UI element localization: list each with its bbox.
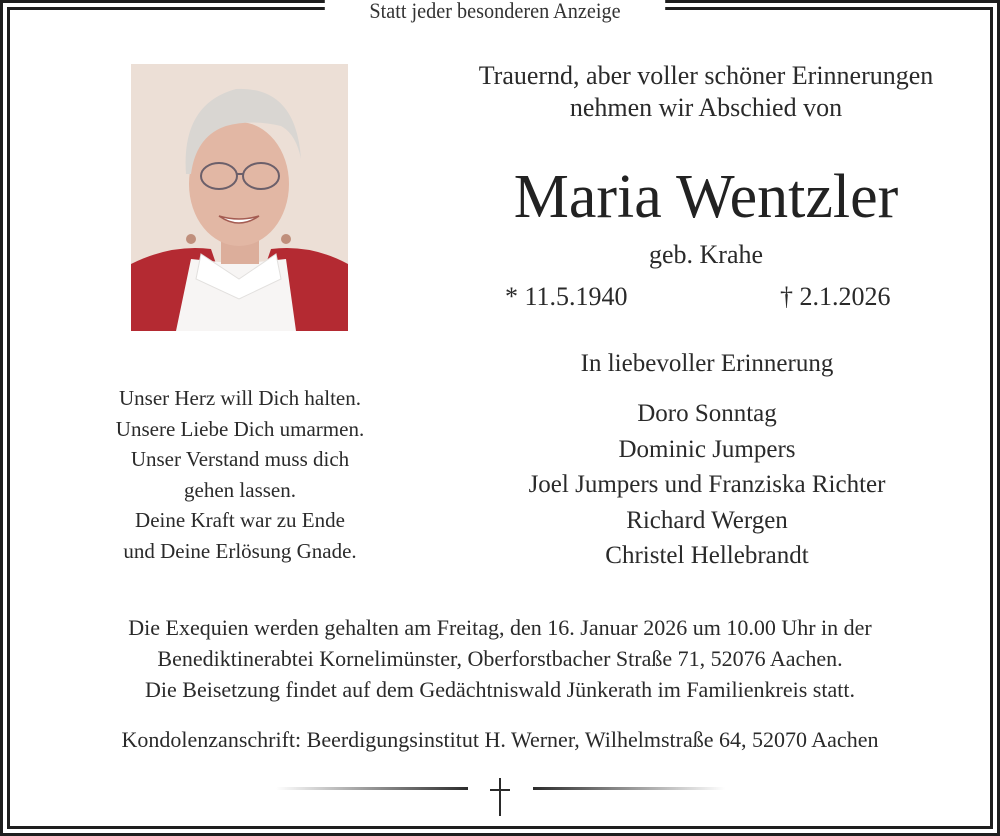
poem-line: Unsere Liebe Dich umarmen. <box>115 416 365 441</box>
mourner: Richard Wergen <box>626 506 788 534</box>
mourner: Joel Jumpers und Franziska Richter <box>528 471 886 498</box>
condolence-address: Kondolenzanschrift: Beerdigungsinstitut H. Werner, Wilhelmstraße 64, 52070 Aachen <box>121 727 879 752</box>
deceased-name: Maria Wentzler <box>513 163 899 231</box>
intro-text <box>430 60 982 124</box>
ornament-rule-right <box>533 787 725 790</box>
poem-line: und Deine Erlösung Gnade. <box>123 538 357 563</box>
funeral-line: Die Exequien werden gehalten am Freitag, den 16. Januar 2026 um 10.00 Uhr in der <box>128 615 872 640</box>
poem-line: gehen lassen. <box>184 477 296 502</box>
maiden-name: geb. Krahe <box>648 240 764 269</box>
memory-heading: In liebevoller Erinnerung <box>580 350 834 377</box>
portrait-illustration <box>131 64 348 331</box>
mourner: Christel Hellebrandt <box>605 542 809 569</box>
death-date-value: 2.1.2026 <box>799 282 891 311</box>
mourner: Doro Sonntag <box>637 400 777 427</box>
intro-line-2: nehmen wir Abschied von <box>569 93 843 122</box>
funeral-line: Die Beisetzung findet auf dem Gedächtniswald Jünkerath im Familienkreis statt. <box>145 677 855 702</box>
poem-line: Deine Kraft war zu Ende <box>135 508 345 532</box>
birth-date <box>505 280 628 314</box>
poem-line: Unser Herz will Dich halten. <box>118 386 361 410</box>
header-label: Statt jeder besonderen Anzeige <box>325 0 665 27</box>
birth-date-value: 11.5.1940 <box>524 282 628 311</box>
portrait-photo <box>131 64 348 331</box>
death-date <box>780 280 891 314</box>
funeral-details <box>20 612 980 705</box>
poem <box>60 383 420 566</box>
birth-star-icon: * <box>505 282 518 311</box>
mourner: Dominic Jumpers <box>618 435 796 463</box>
intro-line-1: Trauernd, aber voller schöner Erinnerungen <box>478 61 934 90</box>
death-cross-icon: † <box>780 282 793 311</box>
cross-ornament <box>270 770 730 816</box>
poem-line: Unser Verstand muss dich <box>130 447 350 471</box>
funeral-line: Benediktinerabtei Kornelimünster, Oberforstbacher Straße 71, 52076 Aachen. <box>157 646 843 671</box>
mourners-list <box>480 396 934 574</box>
ornament-rule-left <box>276 787 468 790</box>
cross-icon <box>490 778 510 816</box>
